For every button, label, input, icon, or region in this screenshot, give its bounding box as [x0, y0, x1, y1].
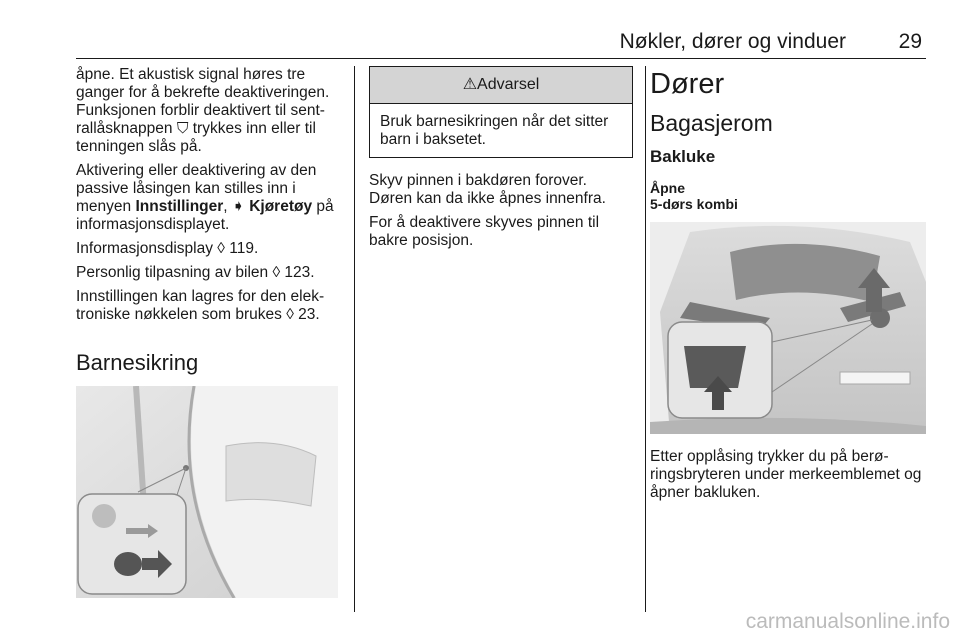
minor-heading: Åpne [650, 180, 685, 196]
section-heading: Bagasjerom [650, 110, 773, 136]
column-divider-1 [354, 66, 355, 612]
child-lock-illustration [76, 386, 338, 598]
watermark: carmanualsonline.info [745, 610, 950, 633]
subsection-heading: Bakluke [650, 147, 716, 166]
text: på informasjonsdisplayet. [76, 198, 334, 233]
chapter-heading: Dører [650, 68, 725, 100]
paragraph: Etter opplåsing trykker du på berø-ringsbryteren under merkeemblemet og åpner bakluken. [650, 448, 922, 501]
child-lock-figure [76, 386, 338, 598]
paragraph: åpne. Et akustisk signal høres tre ganger for å bekrefte deaktiveringen. Funksjonen forblir deaktivert til sent-rallåsknappen ⛉ trykkes inn eller til tenningen slås på. [76, 66, 330, 155]
text: , ➧ [223, 198, 250, 215]
paragraph: Innstillingen kan lagres for den elek-troniske nøkkelen som brukes ◊ 23. [76, 288, 325, 323]
minor-heading: 5-dørs kombi [650, 196, 738, 212]
paragraph: Personlig tilpasning av bilen ◊ 123. [76, 264, 315, 281]
page-number: 29 [898, 30, 922, 53]
column-1 [76, 66, 348, 598]
tailgate-figure [650, 222, 926, 434]
header-rule [76, 58, 926, 59]
column-3 [650, 66, 928, 508]
paragraph: Informasjonsdisplay ◊ 119. [76, 240, 259, 257]
paragraph: For å deaktivere skyves pinnen til bakre posisjon. [369, 214, 600, 249]
warning-text: Bruk barnesikringen når det sitter barn i baksetet. [380, 113, 609, 148]
menu-term-vehicle: Kjøretøy [249, 198, 313, 215]
section-heading: Barnesikring [76, 350, 199, 375]
warning-box [369, 66, 633, 158]
header-title: Nøkler, dører og vinduer [619, 30, 846, 53]
column-2 [369, 66, 633, 256]
paragraph: Skyv pinnen i bakdøren forover. Døren kan da ikke åpnes innenfra. [369, 172, 606, 207]
paragraph [76, 162, 348, 234]
column-divider-2 [645, 66, 646, 612]
warning-title: ⚠Advarsel [370, 67, 632, 104]
text: Aktivering eller deaktivering av den passive låsingen kan stilles inn i menyen [76, 162, 317, 215]
menu-term-settings: Innstillinger [135, 198, 224, 215]
tailgate-illustration [650, 222, 926, 434]
child-icon [92, 504, 116, 528]
